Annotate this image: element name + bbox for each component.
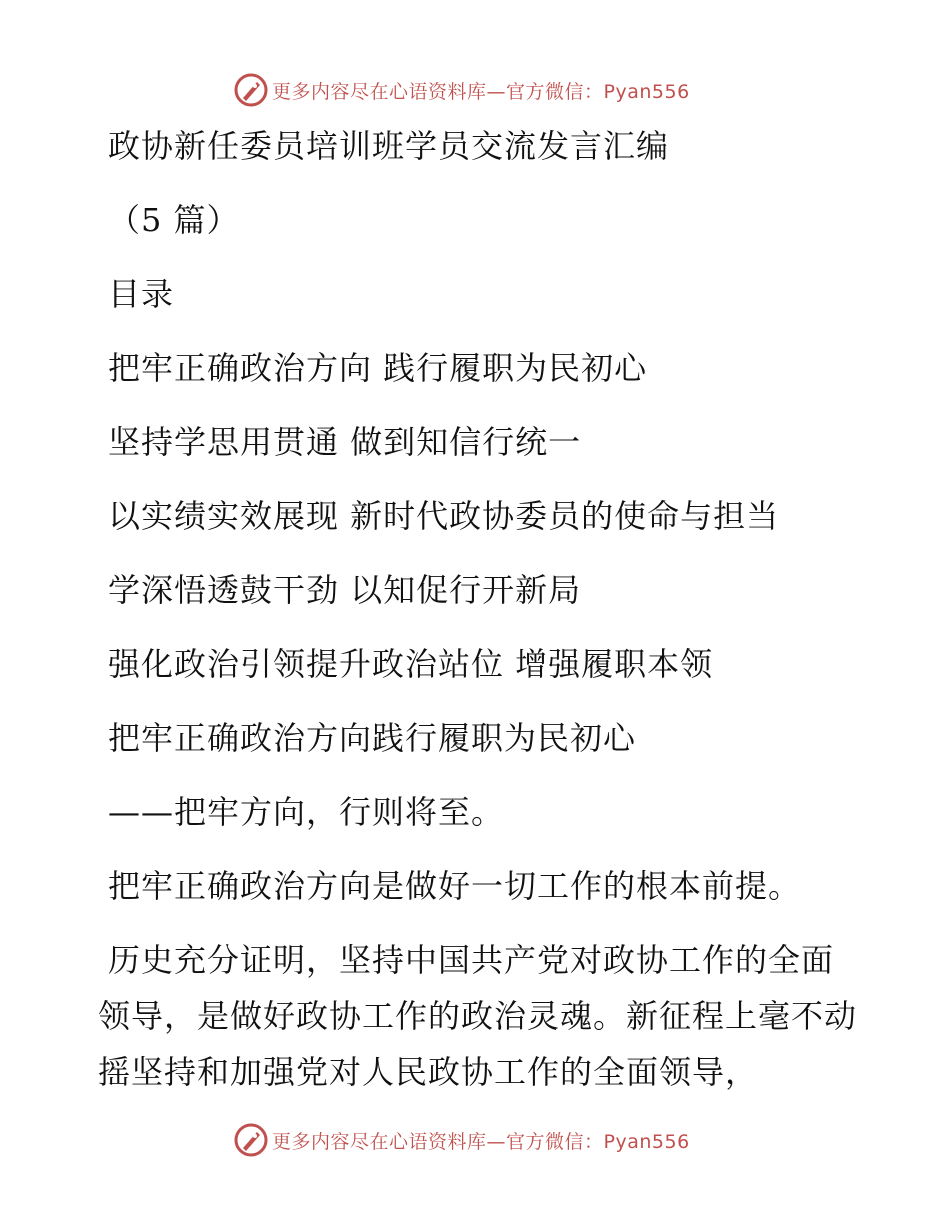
footer-banner bbox=[234, 1122, 690, 1158]
footer-banner-text bbox=[272, 1127, 690, 1154]
toc-item: 把牢正确政治方向 践行履职为民初心 bbox=[108, 349, 648, 387]
document-count: （5 篇） bbox=[108, 201, 240, 239]
toc-item: 以实绩实效展现 新时代政协委员的使命与担当 bbox=[108, 497, 780, 535]
document-title: 政协新任委员培训班学员交流发言汇编 bbox=[108, 127, 670, 165]
footer-banner-wechat: Pyan556 bbox=[603, 1130, 690, 1153]
pen-nib-logo-icon bbox=[234, 1123, 268, 1157]
header-banner-wechat: Pyan556 bbox=[603, 80, 690, 103]
pen-nib-logo-icon bbox=[234, 73, 268, 107]
toc-item: 坚持学思用贯通 做到知信行统一 bbox=[108, 423, 582, 461]
toc-item: 学深悟透鼓干劲 以知促行开新局 bbox=[108, 571, 582, 609]
header-banner-text bbox=[272, 77, 690, 104]
toc-heading: 目录 bbox=[108, 275, 175, 313]
paragraph: 历史充分证明，坚持中国共产党对政协工作的全面领导，是做好政协工作的政治灵魂。新征程上毫不动摇坚持和加强党对人民政协工作的全面领导， bbox=[98, 941, 858, 1091]
header-banner bbox=[234, 72, 690, 108]
toc-item: 强化政治引领提升政治站位 增强履职本领 bbox=[108, 645, 714, 683]
paragraph: 把牢正确政治方向是做好一切工作的根本前提。 bbox=[108, 867, 802, 905]
footer-banner-label: 更多内容尽在心语资料库—官方微信： bbox=[272, 1130, 604, 1153]
section-title: 把牢正确政治方向践行履职为民初心 bbox=[108, 719, 637, 757]
section-subtitle: ——把牢方向，行则将至。 bbox=[108, 793, 505, 831]
header-banner-label: 更多内容尽在心语资料库—官方微信： bbox=[272, 80, 604, 103]
